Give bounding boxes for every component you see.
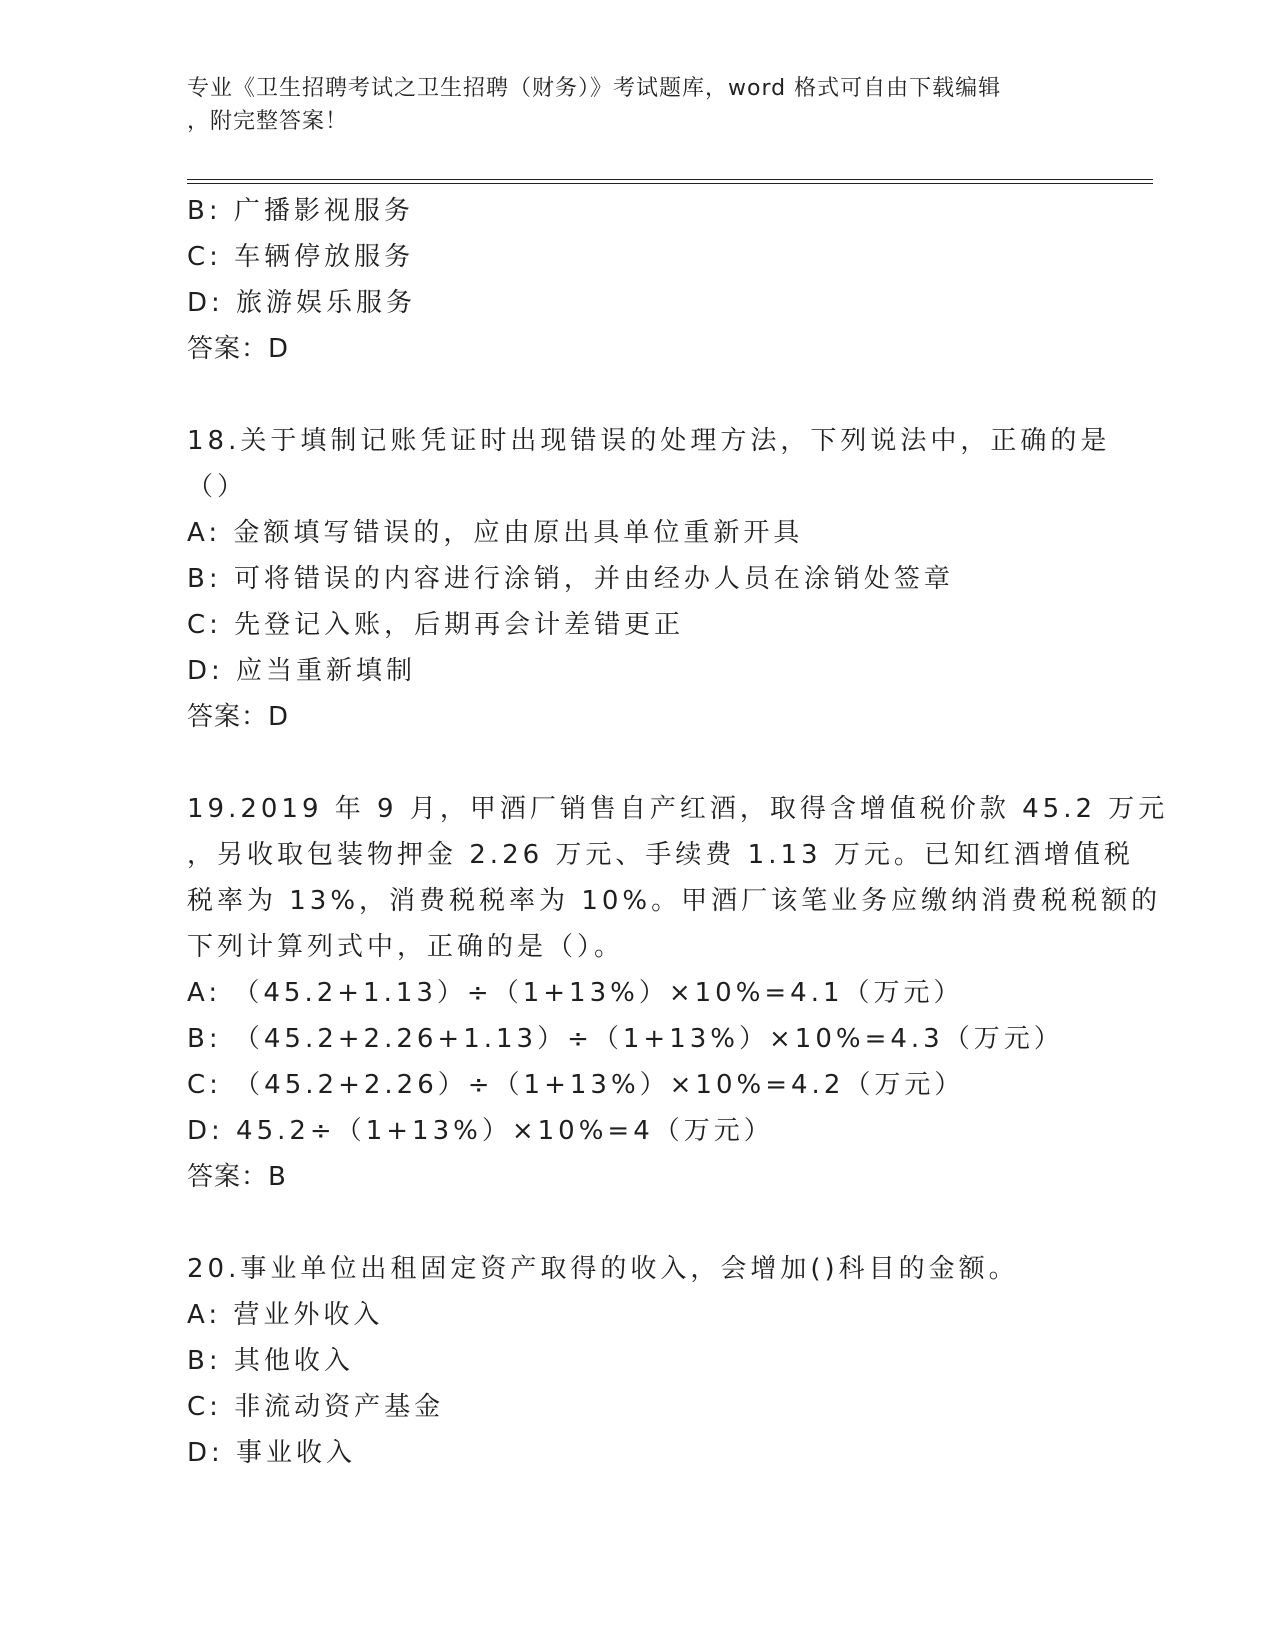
spacer [187, 1200, 1087, 1246]
answer: 答案：B [187, 1162, 287, 1192]
question-stem: ，另收取包装物押金 2.26 万元、手续费 1.13 万元。已知红酒增值税 [187, 840, 1134, 870]
option-a: A: 金额填写错误的，应由原出具单位重新开具 [187, 518, 804, 548]
question-19 [187, 786, 1169, 1200]
question-18 [187, 418, 1111, 740]
question-20 [187, 1246, 1087, 1476]
spacer [187, 372, 1087, 418]
answer: 答案：D [187, 702, 290, 732]
question-stem: 税率为 13%，消费税税率为 10%。甲酒厂该笔业务应缴纳消费税税额的 [187, 886, 1162, 916]
answer: 答案：D [187, 334, 290, 364]
option-d: D: 事业收入 [187, 1438, 357, 1468]
option-a: A: 营业外收入 [187, 1300, 384, 1330]
option-d: D: 旅游娱乐服务 [187, 288, 417, 318]
document-header [187, 72, 1067, 138]
option-b: B: （45.2+2.26+1.13）÷（1+13%）×10%=4.3（万元） [187, 1024, 1064, 1054]
header-line-2: ，附完整答案！ [187, 109, 349, 134]
option-d: D: 45.2÷（1+13%）×10%=4（万元） [187, 1116, 774, 1146]
question-stem: 19.2019 年 9 月，甲酒厂销售自产红酒，取得含增值税价款 45.2 万元 [187, 794, 1169, 824]
option-b: B: 其他收入 [187, 1346, 354, 1376]
option-a: A: （45.2+1.13）÷（1+13%）×10%=4.1（万元） [187, 978, 964, 1008]
question-stem: 18.关于填制记账凭证时出现错误的处理方法，下列说法中，正确的是 [187, 426, 1111, 456]
spacer [187, 740, 1087, 786]
question-stem: 20.事业单位出租固定资产取得的收入，会增加()科目的金额。 [187, 1254, 1019, 1284]
question-17 [187, 188, 1087, 372]
question-stem: （） [187, 472, 248, 502]
option-b: B: 广播影视服务 [187, 196, 414, 226]
option-b: B: 可将错误的内容进行涂销，并由经办人员在涂销处签章 [187, 564, 954, 594]
question-list [187, 188, 1169, 1476]
option-c: C: 非流动资产基金 [187, 1392, 445, 1422]
option-c: C: （45.2+2.26）÷（1+13%）×10%=4.2（万元） [187, 1070, 965, 1100]
option-c: C: 先登记入账，后期再会计差错更正 [187, 610, 685, 640]
header-divider [187, 179, 1153, 184]
option-c: C: 车辆停放服务 [187, 242, 415, 272]
header-line-1: 专业《卫生招聘考试之卫生招聘（财务）》考试题库，word 格式可自由下载编辑 [187, 76, 1002, 101]
question-stem: 下列计算列式中，正确的是（）。 [187, 932, 625, 962]
option-d: D: 应当重新填制 [187, 656, 417, 686]
